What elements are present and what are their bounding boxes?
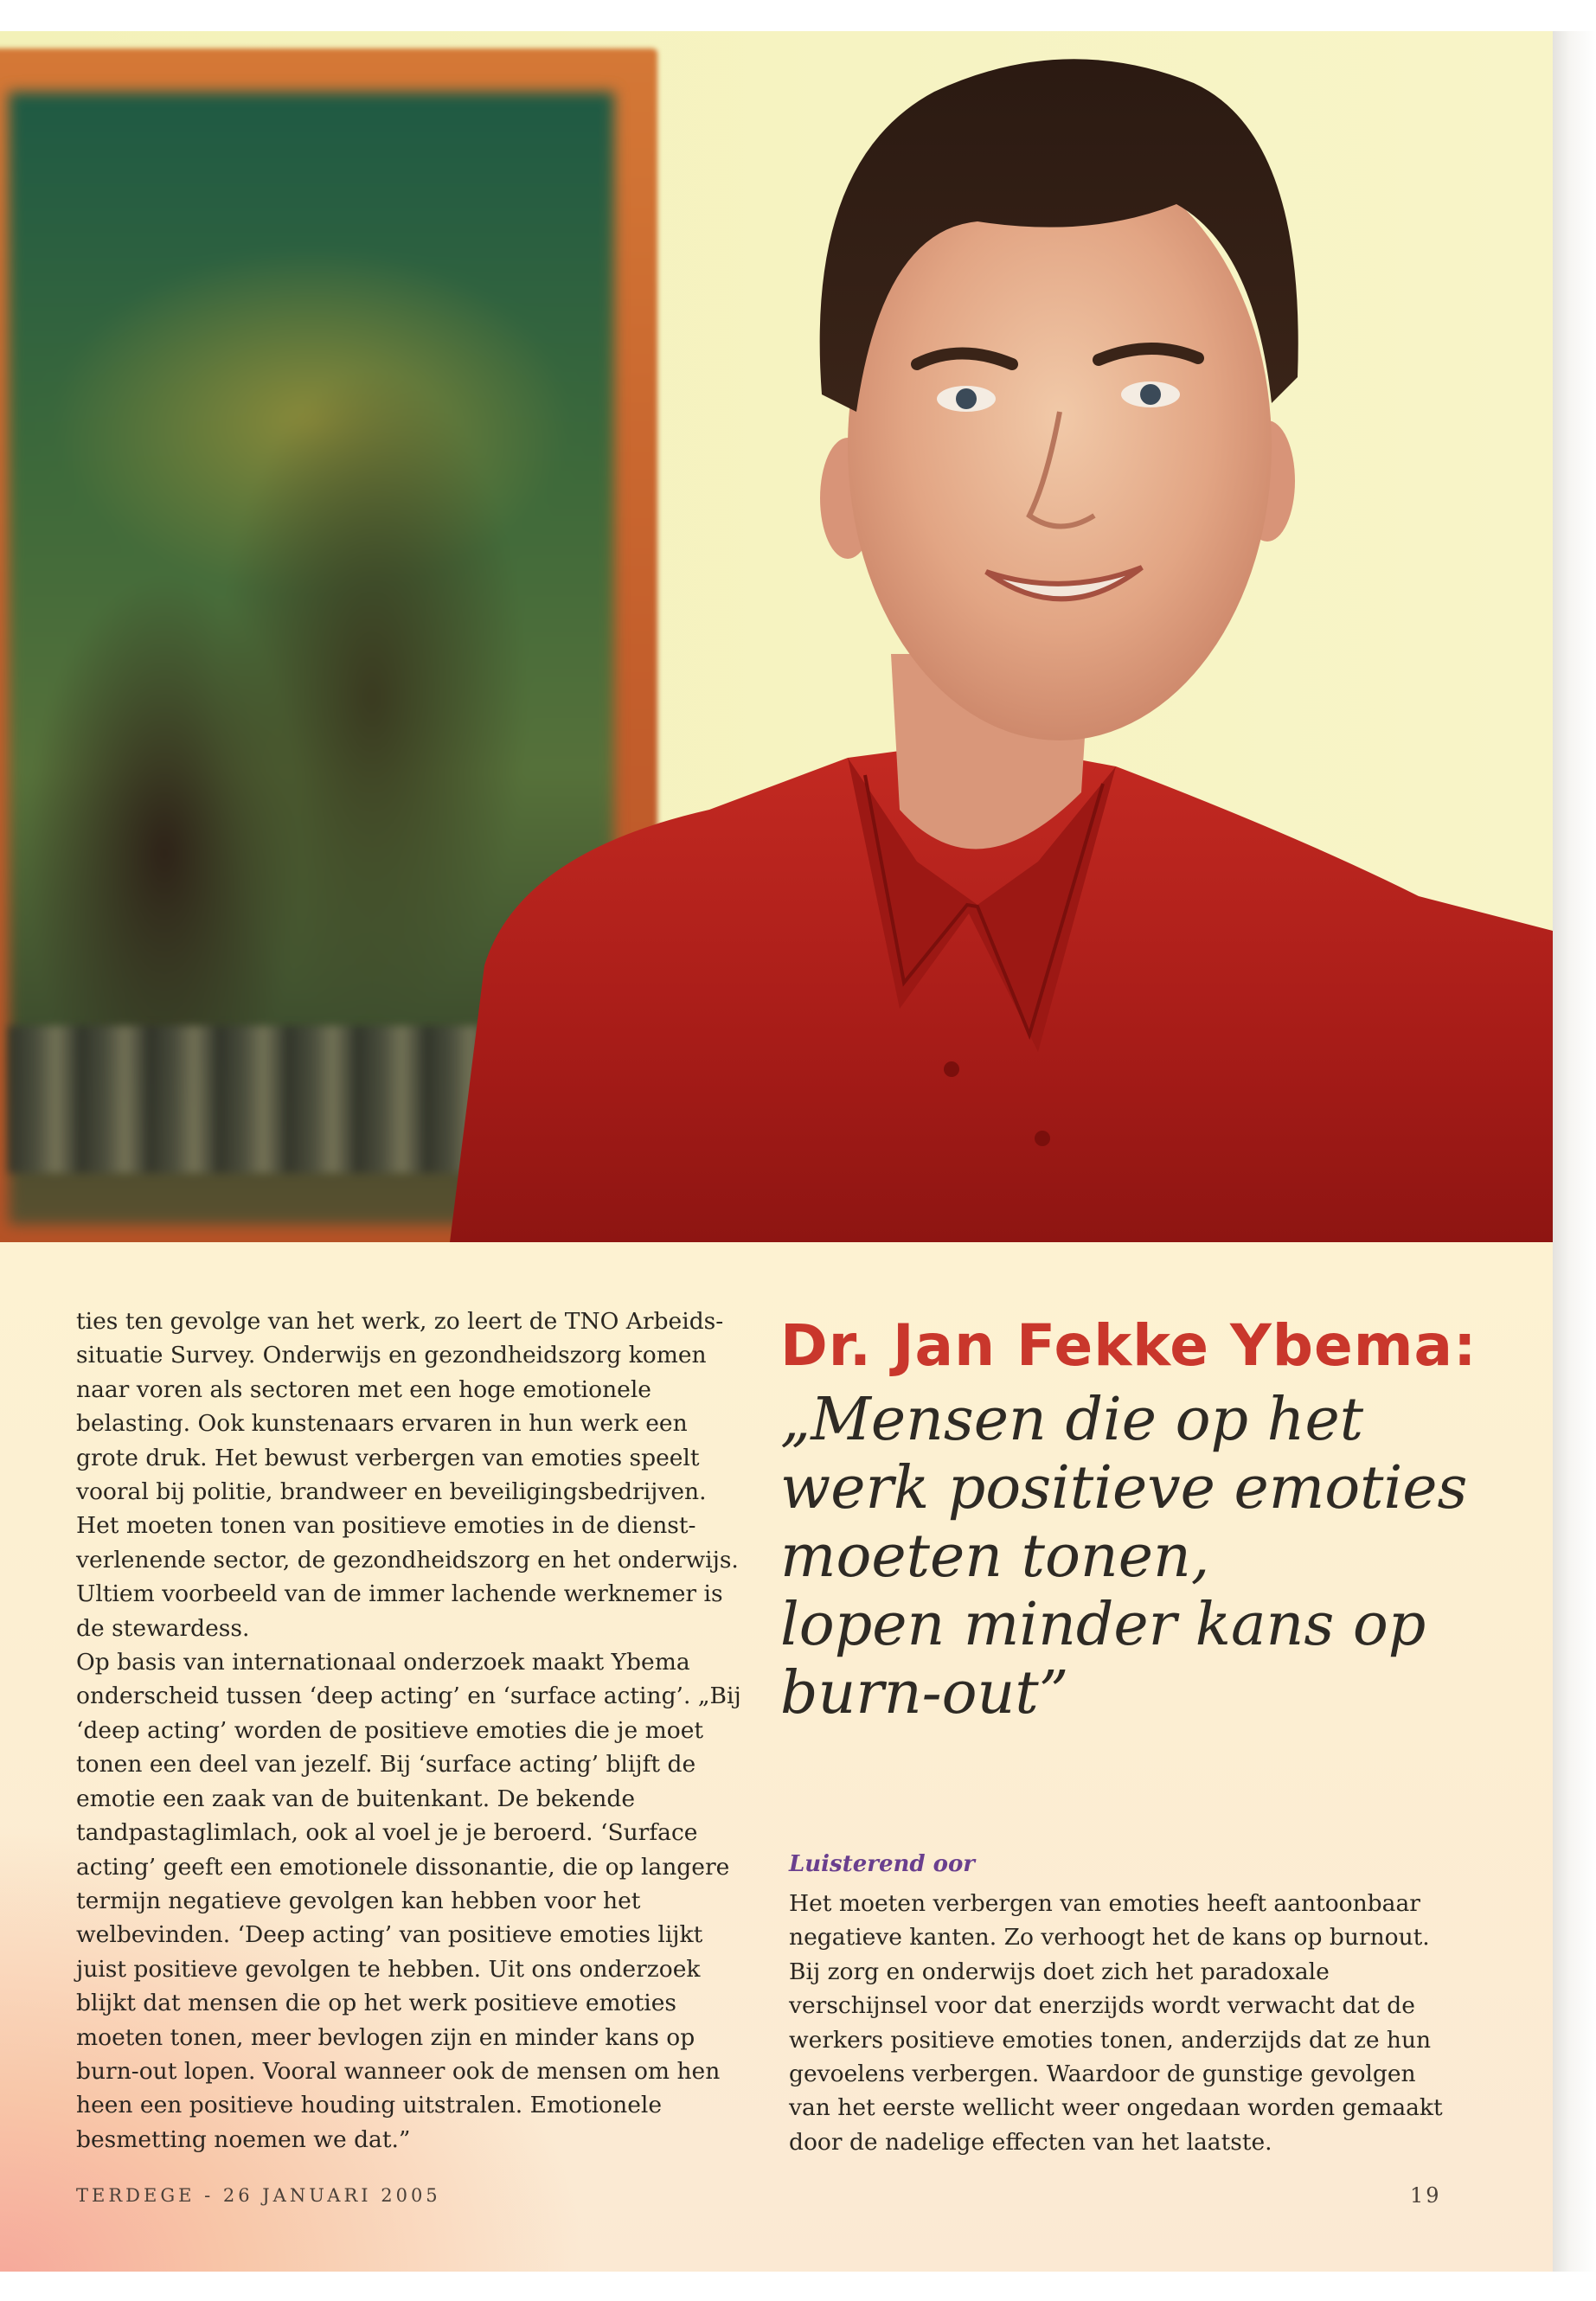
footer-publication: TERDEGE - 26 JANUARI 2005 bbox=[76, 2185, 441, 2206]
headline-quote bbox=[780, 1386, 1524, 1727]
quote-line: „Mensen die op het bbox=[780, 1386, 1364, 1454]
magazine-page bbox=[0, 31, 1553, 2272]
page-number: 19 bbox=[1410, 2183, 1442, 2208]
portrait-photo bbox=[0, 31, 1553, 1242]
section-subhead: Luisterend oor bbox=[789, 1851, 976, 1877]
quote-line: werk positieve emoties bbox=[780, 1454, 1468, 1522]
quote-line: burn-out” bbox=[780, 1659, 1069, 1727]
left-column bbox=[76, 1304, 742, 2157]
right-column bbox=[789, 1887, 1446, 2159]
headline bbox=[780, 1311, 1524, 1727]
left-paragraph-1: ties ten gevolge van het werk, zo leert de TNO Arbeidssituatie Survey. Onderwijs en gezondheidszorg komen naar voren als sectoren met een hoge emotionele belasting. Ook kunstenaars ervaren in hun werk een grote druk. Het bewust verbergen van emoties speelt vooral bij politie, brandweer en beveiligingsbedrijven. Het moeten tonen van positieve emoties in de dienstverlenende sector, de gezondheidszorg en het onderwijs. Ultiem voorbeeld van de immer lachende werknemer is de stewardess. bbox=[76, 1308, 739, 1642]
right-paragraph: Het moeten verbergen van emoties heeft aantoonbaar negatieve kanten. Zo verhoogt het de kans op burnout. Bij zorg en onderwijs doet zich het paradoxale verschijnsel voor dat enerzijds wordt verwacht dat de werkers positieve emoties tonen, anderzijds dat ze hun gevoelens verbergen. Waardoor de gunstige gevolgen van het eerste wellicht weer ongedaan worden gemaakt door de nadelige effecten van het laatste. bbox=[789, 1890, 1443, 2156]
left-paragraph-2: Op basis van internationaal onderzoek maakt Ybema onderscheid tussen ‘deep acting’ en ‘surface acting’. „Bij ‘deep acting’ worden de positieve emoties die je moet tonen een deel van jezelf. Bij ‘surface acting’ blijft de emotie een zaak van de buitenkant. De bekende tandpastaglimlach, ook al voel je je beroerd. ‘Surface acting’ geeft een emotionele dissonantie, die op langere termijn negatieve gevolgen kan hebben voor het welbevinden. ‘Deep acting’ van positieve emoties lijkt juist positieve gevolgen te hebben. Uit ons onderzoek blijkt dat mensen die op het werk positieve emoties moeten tonen, meer bevlogen zijn en minder kans op burn-out lopen. Vooral wanneer ook de mensen om hen heen een positieve houding uitstralen. Emotionele besmetting noemen we dat.” bbox=[76, 1649, 741, 2153]
portrait-illustration bbox=[0, 31, 1553, 1242]
page-edge-shadow bbox=[1553, 31, 1596, 2272]
quote-line: moeten tonen, bbox=[780, 1522, 1210, 1591]
headline-name: Dr. Jan Fekke Ybema: bbox=[780, 1312, 1477, 1379]
quote-line: lopen minder kans op bbox=[780, 1591, 1426, 1659]
